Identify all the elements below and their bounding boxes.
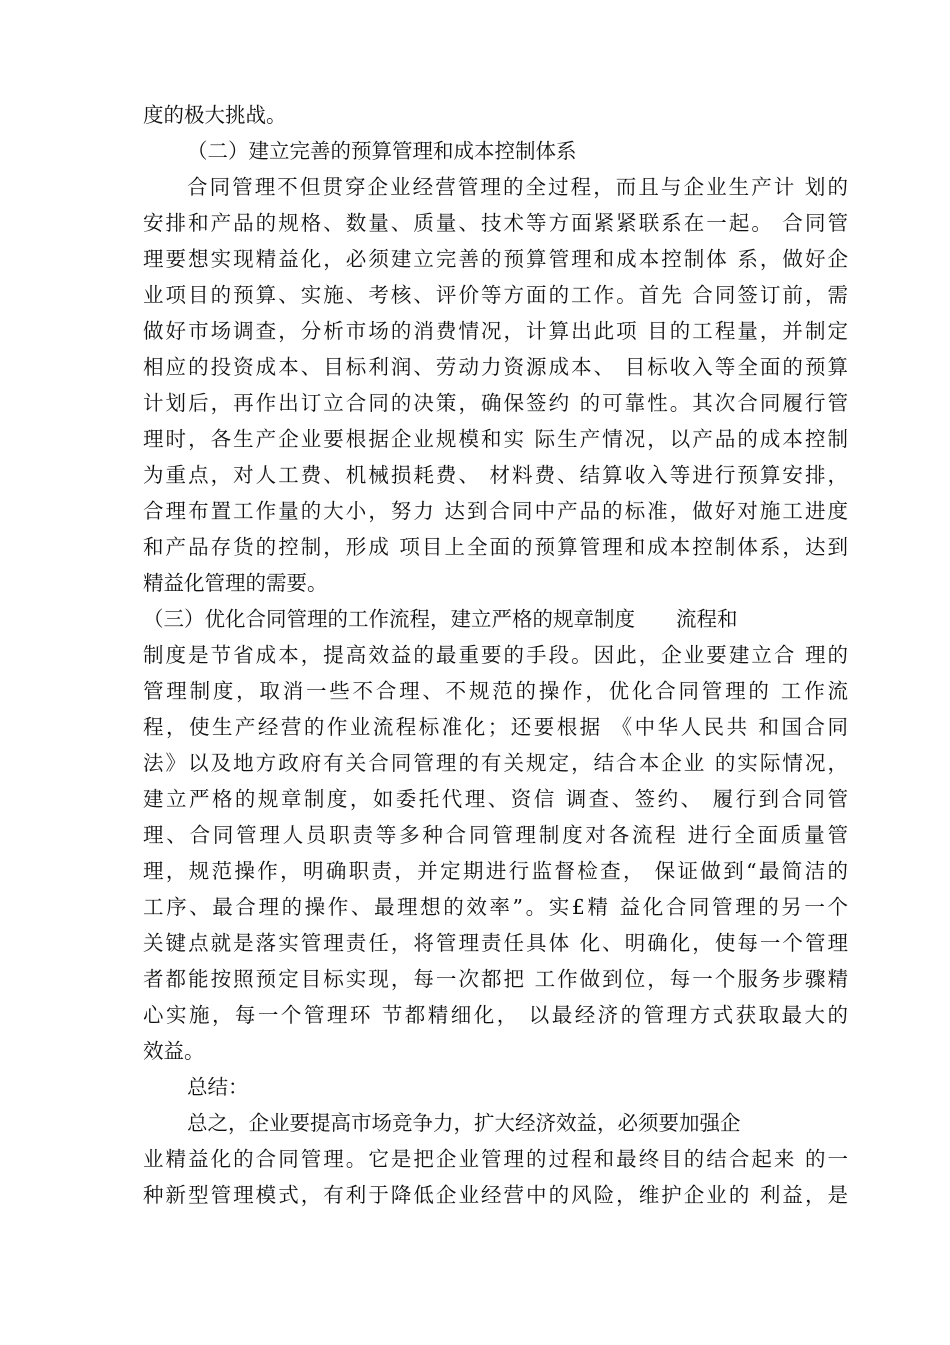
section-heading: （二）建立完善的预算管理和成本控制体系 bbox=[187, 139, 577, 163]
text-line: 理要想实现精益化，必须建立完善的预算管理和成本控制体 系，做好企 bbox=[143, 247, 848, 271]
text-line: 相应的投资成本、目标利润、劳动力资源成本、 目标收入等全面的预算 bbox=[143, 355, 848, 379]
text-line: 理、合同管理人员职责等多种合同管理制度对各流程 进行全面质量管 bbox=[143, 823, 848, 847]
text-line: 和产品存货的控制，形成 项目上全面的预算管理和成本控制体系，达到 bbox=[143, 535, 848, 559]
text-line: 关键点就是落实管理责任，将管理责任具体 化、明确化，使每一个管理 bbox=[143, 931, 848, 955]
text-line: 合同管理不但贯穿企业经营管理的全过程，而且与企业生产计 划的 bbox=[187, 175, 848, 199]
text-line: 法》以及地方政府有关合同管理的有关规定，结合本企业 的实际情况， bbox=[143, 751, 848, 775]
text-line: 计划后，再作出订立合同的决策，确保签约 的可靠性。其次合同履行管 bbox=[143, 391, 848, 415]
section-heading: （三）优化合同管理的工作流程，建立严格的规章制度 流程和 bbox=[143, 607, 738, 631]
text-line: 管理制度，取消一些不合理、不规范的操作，优化合同管理的 工作流 bbox=[143, 679, 848, 703]
text-line: 心实施，每一个管理环 节都精细化， 以最经济的管理方式获取最大的 bbox=[143, 1003, 848, 1027]
text-line: 种新型管理模式，有利于降低企业经营中的风险，维护企业的 利益，是 bbox=[143, 1183, 848, 1207]
summary-heading: 总结： bbox=[187, 1075, 249, 1099]
text-line: 业精益化的合同管理。它是把企业管理的过程和最终目的结合起来 的一 bbox=[143, 1147, 848, 1171]
text-line: 理，规范操作，明确职责，并定期进行监督检查， 保证做到“最简洁的 bbox=[143, 859, 848, 883]
text-line: 为重点，对人工费、机械损耗费、 材料费、结算收入等进行预算安排， bbox=[143, 463, 848, 487]
text-line: 建立严格的规章制度，如委托代理、资信 调查、签约、 履行到合同管 bbox=[143, 787, 848, 811]
text-line: 安排和产品的规格、数量、质量、技术等方面紧紧联系在一起。 合同管 bbox=[143, 211, 848, 235]
text-line: 程，使生产经营的作业流程标准化；还要根据 《中华人民共 和国合同 bbox=[143, 715, 848, 739]
text-line: 业项目的预算、实施、考核、评价等方面的工作。首先 合同签订前，需 bbox=[143, 283, 848, 307]
text-line: 总之，企业要提高市场竞争力，扩大经济效益，必须要加强企 bbox=[187, 1111, 741, 1135]
text-line: 度的极大挑战。 bbox=[143, 103, 287, 127]
text-line: 合理布置工作量的大小，努力 达到合同中产品的标准，做好对施工进度 bbox=[143, 499, 848, 523]
text-line: 理时，各生产企业要根据企业规模和实 际生产情况，以产品的成本控制 bbox=[143, 427, 848, 451]
text-line: 制度是节省成本，提高效益的最重要的手段。因此，企业要建立合 理的 bbox=[143, 643, 848, 667]
text-line: 工序、最合理的操作、最理想的效率”。实£精 益化合同管理的另一个 bbox=[143, 895, 848, 919]
text-line: 者都能按照预定目标实现，每一次都把 工作做到位，每一个服务步骤精 bbox=[143, 967, 848, 991]
text-line: 做好市场调查，分析市场的消费情况，计算出此项 目的工程量，并制定 bbox=[143, 319, 848, 343]
text-line: 效益。 bbox=[143, 1039, 205, 1063]
text-line: 精益化管理的需要。 bbox=[143, 571, 328, 595]
